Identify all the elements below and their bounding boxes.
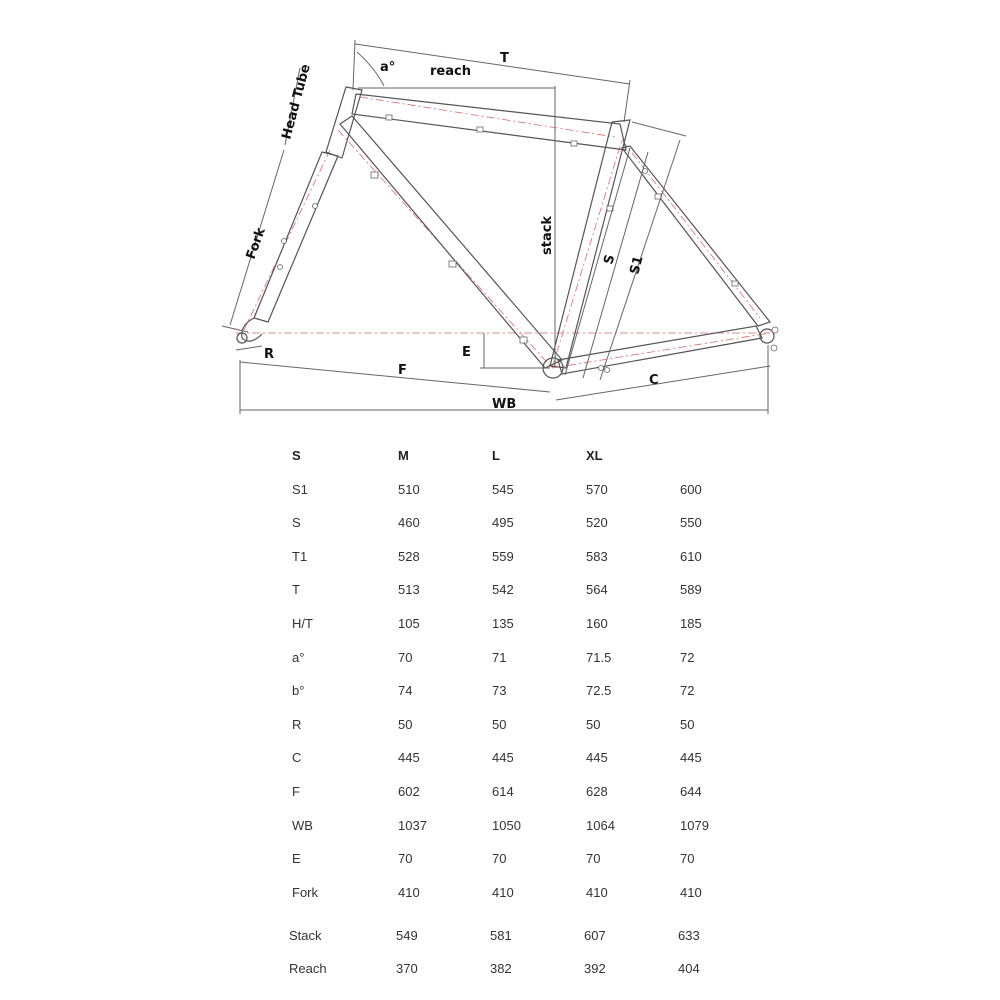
table-cell: 528 xyxy=(398,549,420,564)
table-cell: 392 xyxy=(584,961,606,976)
table-row-label: T1 xyxy=(292,549,308,564)
table-cell: 70 xyxy=(398,650,413,665)
label-top-tube: T xyxy=(500,51,509,66)
table-cell: 1037 xyxy=(398,818,427,833)
table-cell: 581 xyxy=(490,928,512,943)
table-cell: 559 xyxy=(492,549,514,564)
table-cell: 445 xyxy=(586,750,608,765)
table-cell: 550 xyxy=(680,515,702,530)
table-cell: 410 xyxy=(680,885,702,900)
table-cell: 520 xyxy=(586,515,608,530)
table-cell: 610 xyxy=(680,549,702,564)
label-head-tube: Head Tube xyxy=(279,62,314,142)
table-cell: 410 xyxy=(492,885,514,900)
table-row-label: Stack xyxy=(289,928,322,943)
table-cell: 570 xyxy=(586,482,608,497)
label-stack: stack xyxy=(540,215,555,255)
table-cell: 74 xyxy=(398,683,413,698)
table-header-cell: M xyxy=(398,448,409,463)
table-cell: 1079 xyxy=(680,818,709,833)
table-cell: 382 xyxy=(490,961,512,976)
label-rake: R xyxy=(264,347,275,362)
table-cell: 542 xyxy=(492,582,514,597)
table-cell: 50 xyxy=(398,717,413,732)
table-row-label: S xyxy=(292,515,301,530)
table-cell: 70 xyxy=(492,851,507,866)
label-reach: reach xyxy=(430,64,471,79)
table-cell: 72 xyxy=(680,650,695,665)
table-cell: 410 xyxy=(398,885,420,900)
table-cell: 72.5 xyxy=(586,683,612,698)
table-row-label: Reach xyxy=(289,961,327,976)
table-cell: 1050 xyxy=(492,818,521,833)
label-chainstay: C xyxy=(649,373,659,388)
table-cell: 460 xyxy=(398,515,420,530)
table-cell: 602 xyxy=(398,784,420,799)
table-cell: 564 xyxy=(586,582,608,597)
table-header-cell: S xyxy=(292,448,301,463)
table-cell: 160 xyxy=(586,616,608,631)
table-cell: 105 xyxy=(398,616,420,631)
table-cell: 545 xyxy=(492,482,514,497)
table-cell: 1064 xyxy=(586,818,615,833)
table-row-label: b° xyxy=(292,683,305,698)
table-cell: 135 xyxy=(492,616,514,631)
table-cell: 549 xyxy=(396,928,418,943)
table-cell: 513 xyxy=(398,582,420,597)
label-bb-drop: E xyxy=(462,345,471,360)
table-cell: 71.5 xyxy=(586,650,612,665)
table-cell: 73 xyxy=(492,683,507,698)
table-row-label: C xyxy=(292,750,302,765)
table-cell: 600 xyxy=(680,482,702,497)
table-cell: 510 xyxy=(398,482,420,497)
table-header-cell: XL xyxy=(586,448,603,463)
label-seat-tube: S xyxy=(601,253,619,267)
label-wheelbase: WB xyxy=(492,397,517,412)
table-cell: 644 xyxy=(680,784,702,799)
table-cell: 410 xyxy=(586,885,608,900)
table-cell: 445 xyxy=(398,750,420,765)
table-row-label: R xyxy=(292,717,302,732)
label-fork: Fork xyxy=(243,225,269,262)
table-header-cell: L xyxy=(492,448,500,463)
table-cell: 583 xyxy=(586,549,608,564)
label-seat-tube-1: S1 xyxy=(627,254,647,277)
label-angle-a: a° xyxy=(380,60,396,75)
table-row-label: S1 xyxy=(292,482,308,497)
table-row-label: T xyxy=(292,582,300,597)
table-row-label: F xyxy=(292,784,300,799)
table-row-label: WB xyxy=(292,818,313,833)
label-front-center: F xyxy=(398,363,407,378)
table-cell: 70 xyxy=(680,851,695,866)
table-cell: 607 xyxy=(584,928,606,943)
table-cell: 70 xyxy=(398,851,413,866)
table-cell: 445 xyxy=(680,750,702,765)
table-cell: 50 xyxy=(586,717,601,732)
table-row-label: E xyxy=(292,851,301,866)
table-cell: 50 xyxy=(492,717,507,732)
table-cell: 628 xyxy=(586,784,608,799)
table-cell: 614 xyxy=(492,784,514,799)
table-row-label: H/T xyxy=(292,616,313,631)
table-cell: 185 xyxy=(680,616,702,631)
table-cell: 589 xyxy=(680,582,702,597)
table-row-label: a° xyxy=(292,650,305,665)
table-cell: 404 xyxy=(678,961,700,976)
table-cell: 70 xyxy=(586,851,601,866)
table-cell: 370 xyxy=(396,961,418,976)
table-cell: 495 xyxy=(492,515,514,530)
table-cell: 633 xyxy=(678,928,700,943)
table-cell: 71 xyxy=(492,650,507,665)
table-cell: 445 xyxy=(492,750,514,765)
table-cell: 72 xyxy=(680,683,695,698)
table-cell: 50 xyxy=(680,717,695,732)
table-row-label: Fork xyxy=(292,885,318,900)
